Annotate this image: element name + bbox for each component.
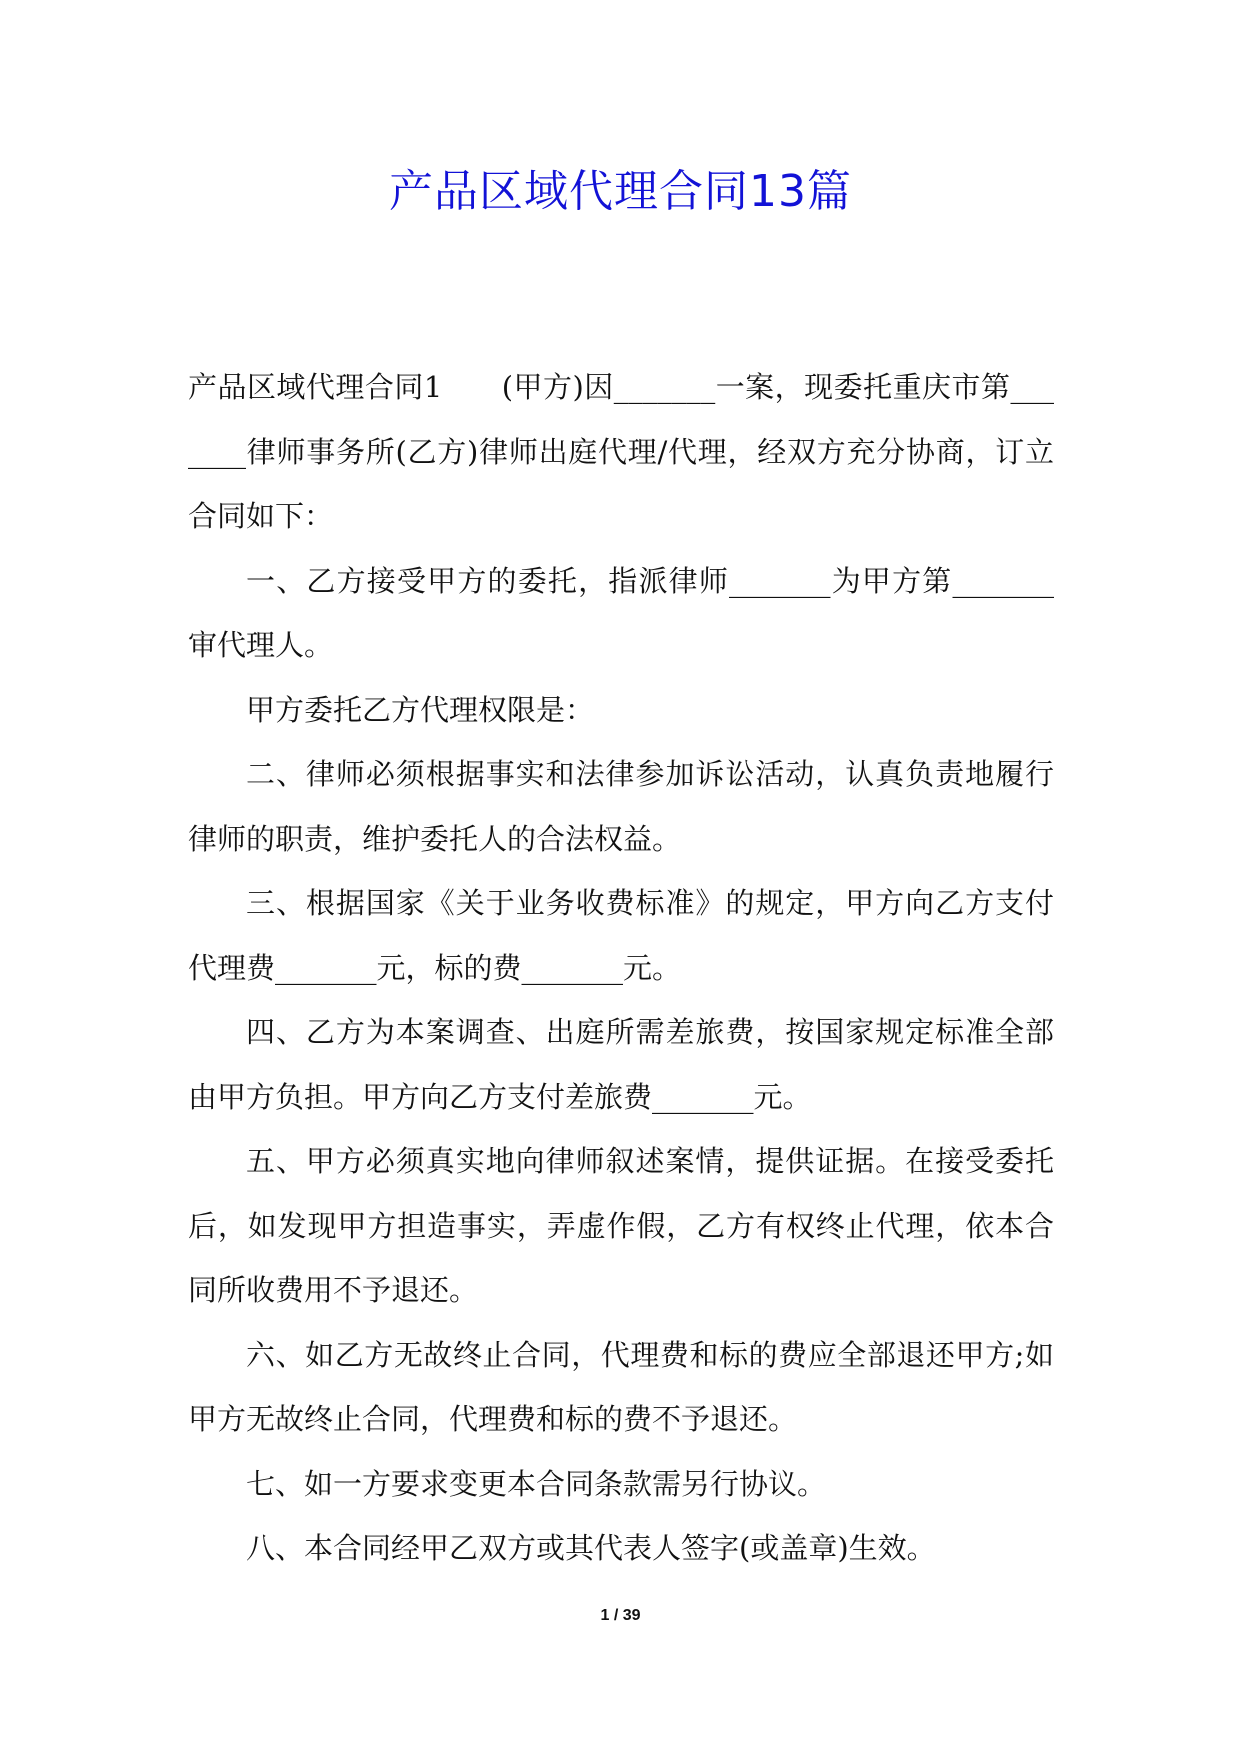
- paragraph-clause-8: 八、本合同经甲乙双方或其代表人签字(或盖章)生效。: [246, 1531, 936, 1565]
- paragraph-clause-2: 二、律师必须根据事实和法律参加诉讼活动，认真负责地履行律师的职责，维护委托人的合法权益。: [188, 757, 1054, 856]
- paragraph-clause-3: 三、根据国家《关于业务收费标准》的规定，甲方向乙方支付代理费_______元，标的费_______元。: [188, 886, 1054, 985]
- paragraph-clause-6: 六、如乙方无故终止合同，代理费和标的费应全部退还甲方;如甲方无故终止合同，代理费和标的费不予退还。: [188, 1337, 1054, 1436]
- paragraph-clause-5: 五、甲方必须真实地向律师叙述案情，提供证据。在接受委托后，如发现甲方担造事实，弄虚作假，乙方有权终止代理，依本合同所收费用不予退还。: [188, 1144, 1054, 1307]
- page-number: 1 / 39: [600, 1607, 641, 1624]
- paragraph-clause-4: 四、乙方为本案调查、出庭所需差旅费，按国家规定标准全部由甲方负担。甲方向乙方支付差旅费_______元。: [188, 1015, 1054, 1114]
- document-title: 产品区域代理合同13篇: [389, 166, 852, 217]
- paragraph-clause-1: 一、乙方接受甲方的委托，指派律师_______为甲方第_______审代理人。: [188, 563, 1054, 662]
- paragraph-clause-7: 七、如一方要求变更本合同条款需另行协议。: [246, 1466, 827, 1501]
- paragraph-intro: 产品区域代理合同1 (甲方)因_______一案，现委托重庆市第_______律师事务所(乙方)律师出庭代理/代理，经双方充分协商，订立合同如下：: [188, 370, 1054, 533]
- paragraph-authority: 甲方委托乙方代理权限是：: [246, 692, 595, 727]
- document-body: [188, 355, 1054, 1581]
